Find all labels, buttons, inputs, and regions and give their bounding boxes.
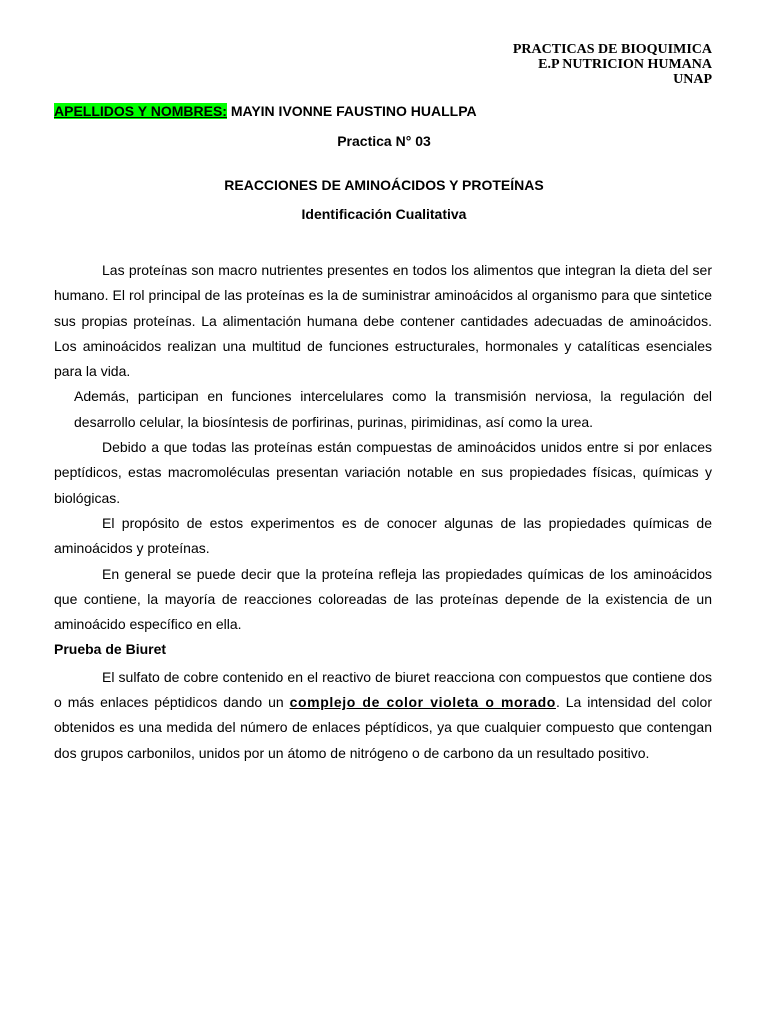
biuret-heading: Prueba de Biuret <box>54 641 167 658</box>
course-header <box>513 42 712 87</box>
document-title: REACCIONES DE AMINOÁCIDOS Y PROTEÍNAS <box>224 177 544 193</box>
paragraph-functions: Además, participan en funciones intercelulares como la transmisión nerviosa, la regulación del desarrollo celular, la biosíntesis de porfirinas, purinas, pirimidinas, así como la urea. <box>74 388 712 430</box>
paragraph-biuret <box>54 665 712 766</box>
student-name-line <box>54 103 477 119</box>
biuret-text-after: . La intensidad del color obtenidos es una medida del número de enlaces péptídicos, ya que cualquier compuesto que contengan dos grupos carbonilos, unidos por un átomo de nitrógeno o de carbono da un resultado positivo. <box>54 694 712 761</box>
paragraph-intro: Las proteínas son macro nutrientes presentes en todos los alimentos que integran la dieta del ser humano. El rol principal de las proteínas es la de suministrar aminoácidos al organismo para que sintetice sus propias proteínas. La alimentación humana debe contener cantidades adecuadas de aminoácidos. Los aminoácidos realizan una multitud de funciones estructurales, hormonales y catalíticas esenciales para la vida. <box>54 262 712 380</box>
header-university: UNAP <box>673 72 712 87</box>
header-course-name: PRACTICAS DE BIOQUIMICA <box>512 42 712 57</box>
paragraph-general: En general se puede decir que la proteína refleja las propiedades químicas de los aminoácidos que contiene, la mayoría de reacciones coloreadas de las proteínas depende de la existencia de un aminoácido específico en ella. <box>54 565 712 633</box>
document-subtitle: Identificación Cualitativa <box>301 206 467 222</box>
student-name: MAYIN IVONNE FAUSTINO HUALLPA <box>226 103 477 119</box>
header-school-name: E.P NUTRICION HUMANA <box>538 57 712 72</box>
student-label: APELLIDOS Y NOMBRES: <box>54 103 227 119</box>
practice-number: Practica N° 03 <box>337 133 431 149</box>
biuret-text-before: El sulfato de cobre contenido en el reactivo de biuret reacciona con compuestos que contiene dos o más enlaces péptidicos dando un <box>54 668 712 711</box>
document-body <box>54 258 712 766</box>
paragraph-peptide-bonds: Debido a que todas las proteínas están compuestas de aminoácidos unidos entre si por enlaces peptídicos, estas macromoléculas presentan variación notable en sus propiedades físicas, químicas y biológicas. <box>54 439 712 506</box>
paragraph-purpose: El propósito de estos experimentos es de conocer algunas de las propiedades químicas de aminoácidos y proteínas. <box>54 514 712 557</box>
biuret-emphasis: complejo de color violeta o morado <box>289 694 556 711</box>
